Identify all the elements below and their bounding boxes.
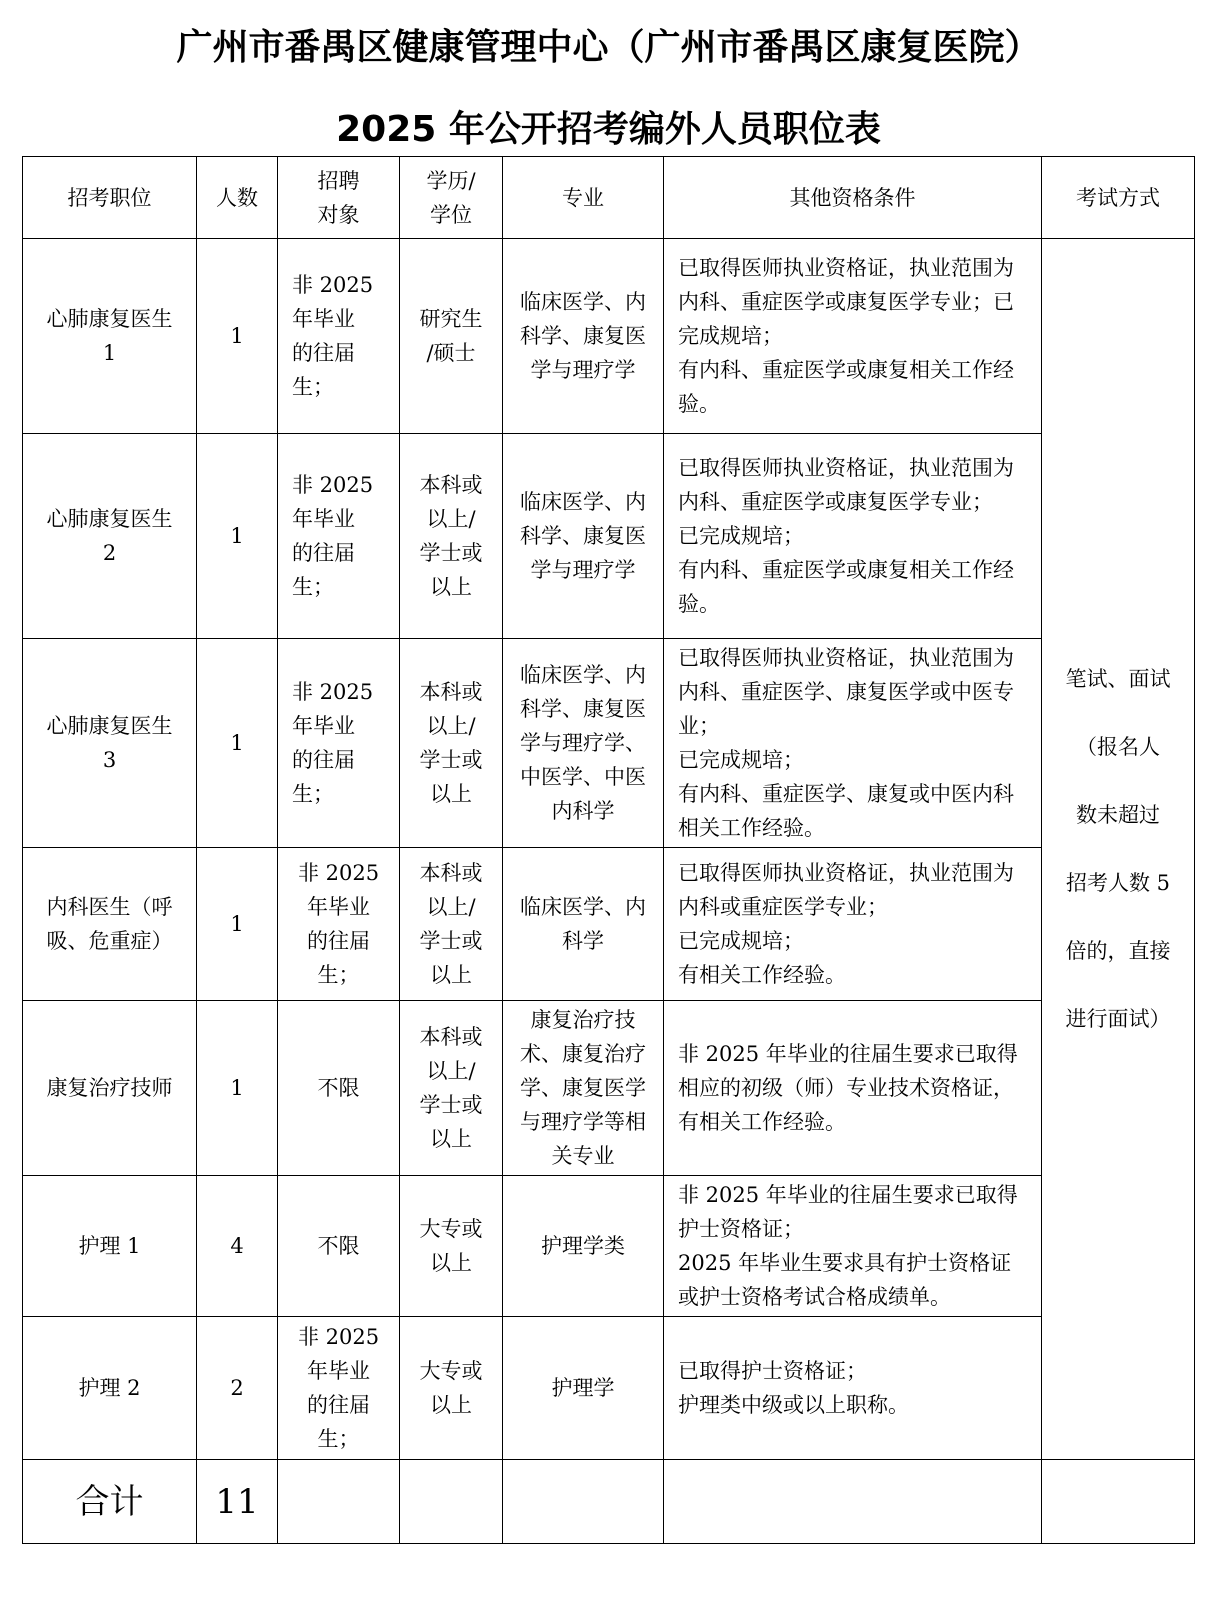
count-cell: 1 [197,434,278,639]
header-conditions: 其他资格条件 [664,157,1042,239]
conditions-cell: 非 2025 年毕业的往届生要求已取得相应的初级（师）专业技术资格证，有相关工作经验。 [664,1001,1042,1176]
empty-cell [1042,1460,1195,1544]
count-cell: 1 [197,639,278,848]
document-title-line2: 2025 年公开招考编外人员职位表 [336,109,881,150]
positions-table [22,156,1195,1544]
conditions-cell: 非 2025 年毕业的往届生要求已取得护士资格证； 2025 年毕业生要求具有护士资格证或护士资格考试合格成绩单。 [664,1176,1042,1317]
header-major: 专业 [503,157,664,239]
position-cell: 护理 1 [23,1176,197,1317]
header-exam: 考试方式 [1042,157,1195,239]
total-count: 11 [197,1460,278,1544]
document-title-line1: 广州市番禺区健康管理中心（广州市番禺区康复医院） [176,27,1041,68]
header-position: 招考职位 [23,157,197,239]
education-cell: 大专或 以上 [400,1317,503,1460]
conditions-cell: 已取得护士资格证； 护理类中级或以上职称。 [664,1317,1042,1460]
conditions-cell: 已取得医师执业资格证，执业范围为内科或重症医学专业； 已完成规培； 有相关工作经验。 [664,848,1042,1001]
count-cell: 2 [197,1317,278,1460]
count-cell: 1 [197,239,278,434]
total-label: 合计 [23,1460,197,1544]
major-cell: 护理学 [503,1317,664,1460]
education-cell: 本科或 以上/ 学士或 以上 [400,639,503,848]
empty-cell [664,1460,1042,1544]
target-cell: 不限 [278,1176,400,1317]
target-cell: 非 2025 年毕业 的往届 生； [278,639,400,848]
education-cell: 本科或 以上/ 学士或 以上 [400,1001,503,1176]
header-count: 人数 [197,157,278,239]
header-target: 招聘 对象 [278,157,400,239]
conditions-cell: 已取得医师执业资格证，执业范围为内科、重症医学或康复医学专业； 已完成规培； 有内科、重症医学或康复相关工作经验。 [664,434,1042,639]
conditions-cell: 已取得医师执业资格证，执业范围为内科、重症医学或康复医学专业；已完成规培； 有内科、重症医学或康复相关工作经验。 [664,239,1042,434]
target-cell: 非 2025 年毕业 的往届 生； [278,239,400,434]
total-row [23,1460,1195,1544]
table-row [23,239,1195,434]
major-cell: 临床医学、内科学 [503,848,664,1001]
education-cell: 研究生 /硕士 [400,239,503,434]
empty-cell [400,1460,503,1544]
major-cell: 临床医学、内科学、康复医学与理疗学、中医学、中医内科学 [503,639,664,848]
major-cell: 临床医学、内科学、康复医学与理疗学 [503,239,664,434]
position-cell: 心肺康复医生 1 [23,239,197,434]
empty-cell [278,1460,400,1544]
position-cell: 心肺康复医生 3 [23,639,197,848]
major-cell: 临床医学、内科学、康复医学与理疗学 [503,434,664,639]
table-row [23,1176,1195,1317]
header-education: 学历/ 学位 [400,157,503,239]
target-cell: 非 2025 年毕业 的往届 生； [278,1317,400,1460]
major-cell: 护理学类 [503,1176,664,1317]
conditions-cell: 已取得医师执业资格证，执业范围为内科、重症医学、康复医学或中医专业； 已完成规培； 有内科、重症医学、康复或中医内科相关工作经验。 [664,639,1042,848]
table-row [23,434,1195,639]
position-cell: 心肺康复医生 2 [23,434,197,639]
position-cell: 康复治疗技师 [23,1001,197,1176]
count-cell: 1 [197,1001,278,1176]
education-cell: 本科或 以上/ 学士或 以上 [400,848,503,1001]
target-cell: 不限 [278,1001,400,1176]
table-row [23,1001,1195,1176]
count-cell: 1 [197,848,278,1001]
target-cell: 非 2025 年毕业 的往届 生； [278,848,400,1001]
table-row [23,848,1195,1001]
empty-cell [503,1460,664,1544]
count-cell: 4 [197,1176,278,1317]
table-row [23,1317,1195,1460]
header-row [23,157,1195,239]
major-cell: 康复治疗技术、康复治疗学、康复医学与理疗学等相关专业 [503,1001,664,1176]
exam-method-cell: 笔试、面试 （报名人 数未超过 招考人数 5 倍的，直接 进行面试） [1042,239,1195,1460]
position-cell: 护理 2 [23,1317,197,1460]
position-cell: 内科医生（呼吸、危重症） [23,848,197,1001]
target-cell: 非 2025 年毕业 的往届 生； [278,434,400,639]
table-row [23,639,1195,848]
education-cell: 本科或 以上/ 学士或 以上 [400,434,503,639]
education-cell: 大专或 以上 [400,1176,503,1317]
